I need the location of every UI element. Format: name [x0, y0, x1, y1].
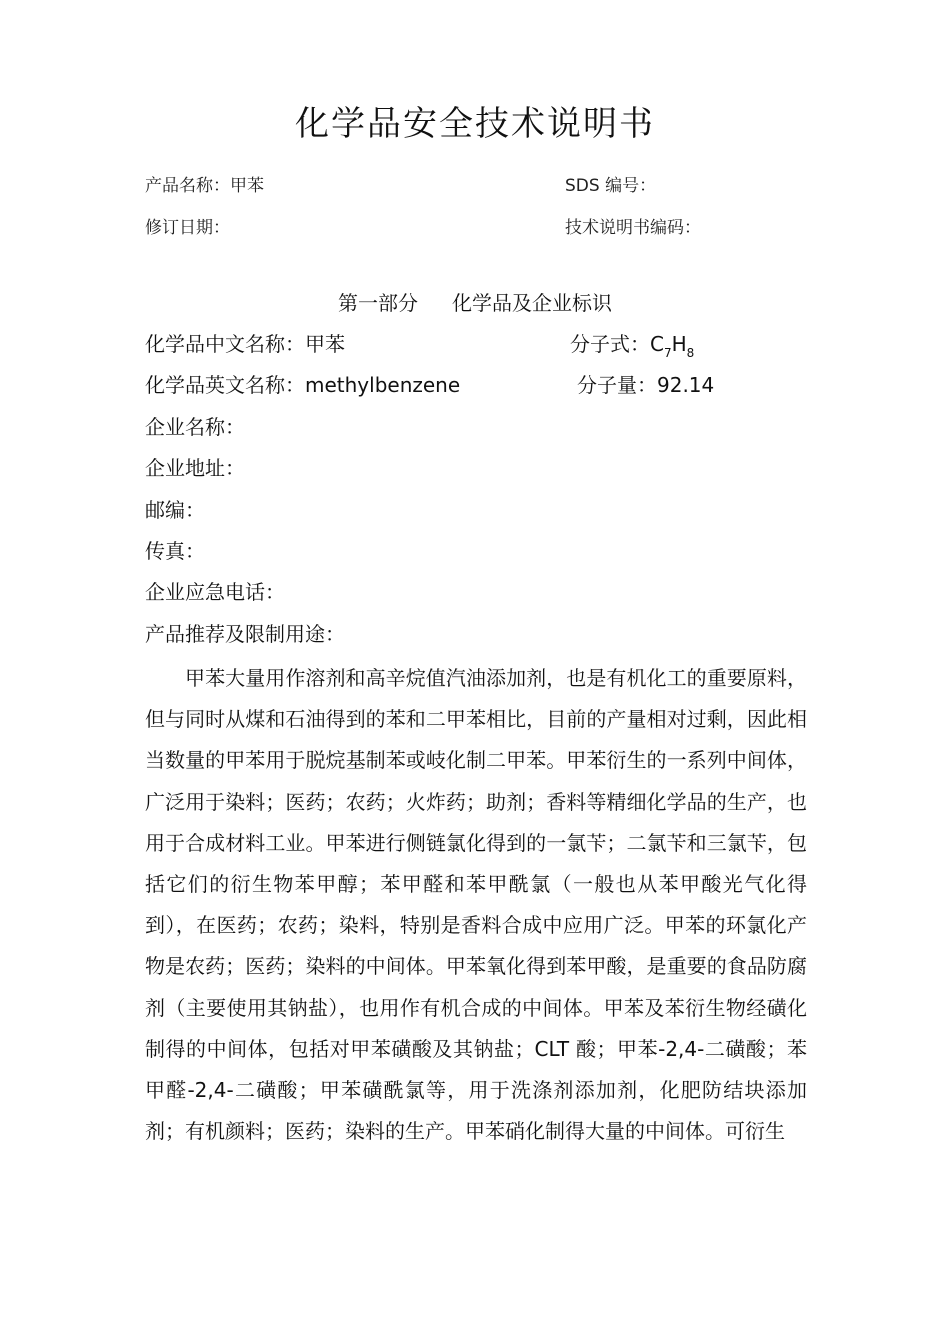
- molecular-weight-field: [577, 371, 714, 399]
- chinese-name-field: [145, 330, 345, 358]
- section-part-label: 第一部分: [338, 291, 418, 315]
- section-part-title: 化学品及企业标识: [452, 291, 612, 315]
- product-name-field: [145, 171, 264, 196]
- postcode-label: 邮编：: [145, 498, 205, 522]
- english-name-field: [145, 371, 460, 399]
- product-name-value: 甲苯: [230, 176, 264, 196]
- molecular-formula-label: 分子式：: [570, 332, 650, 356]
- recommended-use-label: 产品推荐及限制用途：: [145, 622, 345, 646]
- molecular-weight-value: 92.14: [657, 373, 715, 397]
- molecular-weight-label: 分子量：: [577, 373, 657, 397]
- emergency-phone-label: 企业应急电话：: [145, 580, 285, 604]
- company-address-label: 企业地址：: [145, 456, 245, 480]
- chinese-name-value: 甲苯: [305, 332, 345, 356]
- section-heading: [0, 287, 950, 316]
- formula-hydrogen-count: 8: [686, 346, 695, 360]
- fax-label: 传真：: [145, 539, 205, 563]
- sds-number-label: SDS 编号：: [565, 176, 657, 196]
- formula-hydrogen: H: [671, 332, 687, 356]
- document-title: 化学品安全技术说明书: [295, 104, 655, 144]
- english-name-label: 化学品英文名称：: [145, 373, 305, 397]
- manual-code-label: 技术说明书编码：: [565, 218, 701, 238]
- chinese-name-label: 化学品中文名称：: [145, 332, 305, 356]
- english-name-value: methylbenzene: [305, 373, 461, 397]
- molecular-formula-field: [570, 330, 694, 367]
- revision-date-label: 修订日期：: [145, 218, 230, 238]
- formula-carbon: C: [650, 332, 664, 356]
- company-name-label: 企业名称：: [145, 415, 245, 439]
- recommended-use-paragraph: 甲苯大量用作溶剂和高辛烷值汽油添加剂，也是有机化工的重要原料，但与同时从煤和石油得到的苯和二甲苯相比，目前的产量相对过剩，因此相当数量的甲苯用于脱烷基制苯或岐化制二甲苯。甲苯衍生的一系列中间体，广泛用于染料；医药；农药；火炸药；助剂；香料等精细化学品的生产，也用于合成材料工业。甲苯进行侧链氯化得到的一氯苄；二氯苄和三氯苄，包括它们的衍生物苯甲醇；苯甲醛和苯甲酰氯（一般也从苯甲酸光气化得到），在医药；农药；染料，特别是香料合成中应用广泛。甲苯的环氯化产物是农药；医药；染料的中间体。甲苯氧化得到苯甲酸，是重要的食品防腐剂（主要使用其钠盐），也用作有机合成的中间体。甲苯及苯衍生物经磺化制得的中间体，包括对甲苯磺酸及其钠盐；CLT 酸；甲苯-2,4-二磺酸；苯甲醛-2,4-二磺酸；甲苯磺酰氯等，用于洗涤剂添加剂，化肥防结块添加剂；有机颜料；医药；染料的生产。甲苯硝化制得大量的中间体。可衍生: [145, 666, 807, 1144]
- product-name-label: 产品名称：: [145, 176, 230, 196]
- formula-carbon-count: 7: [663, 346, 672, 360]
